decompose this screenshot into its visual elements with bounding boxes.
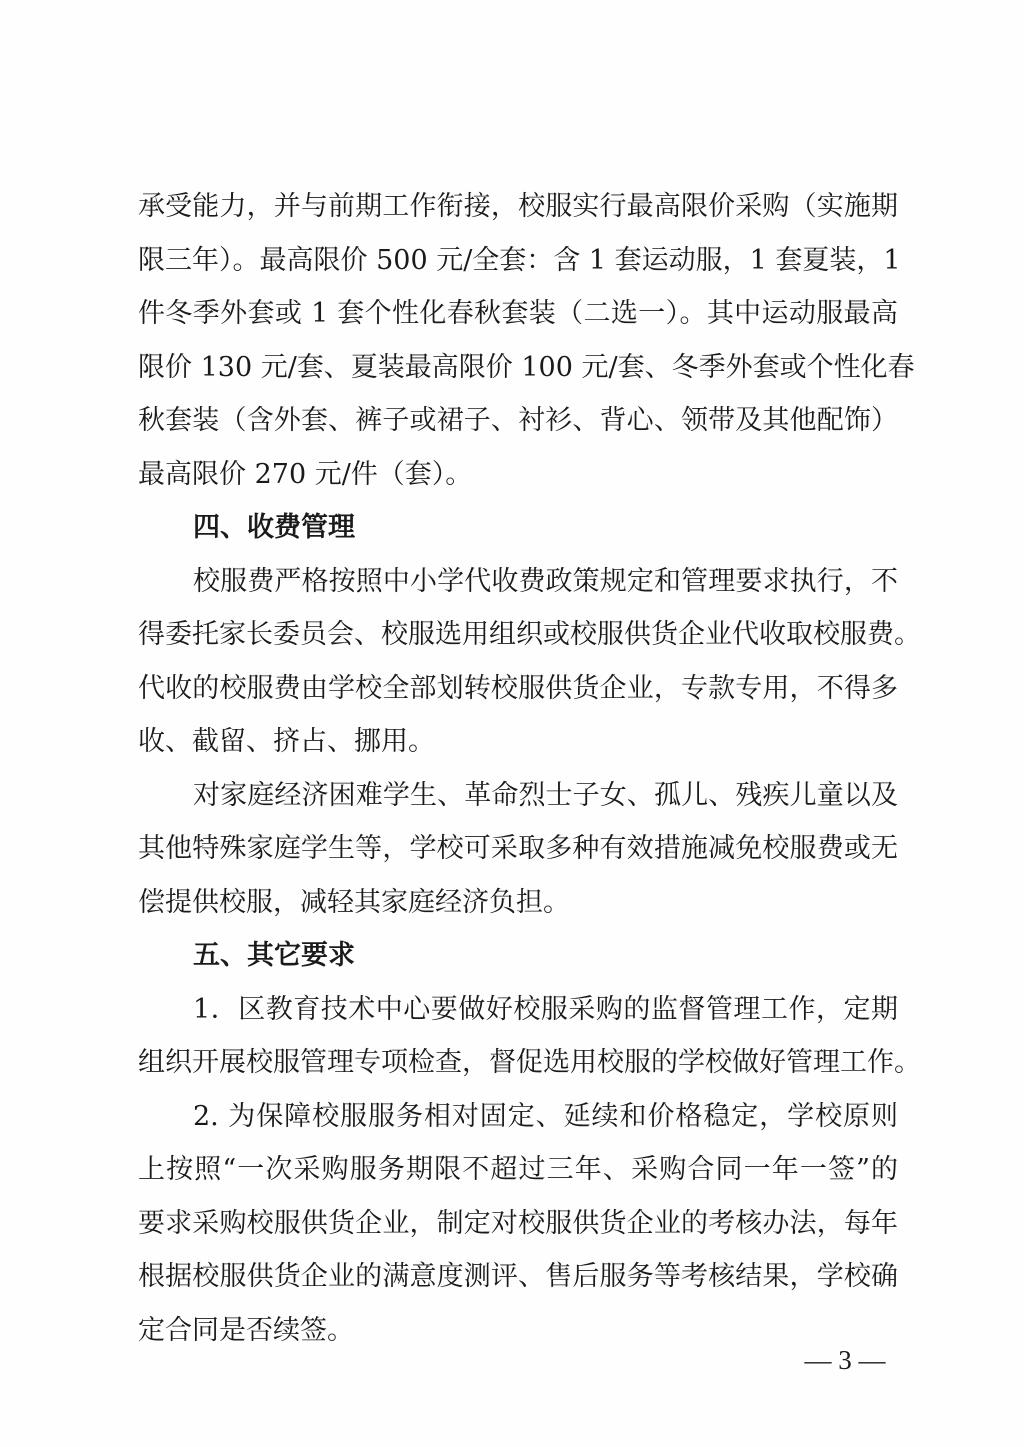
text-line: 秋套装（含外套、裤子或裙子、衬衫、背心、领带及其他配饰）: [138, 405, 898, 436]
document-body: [138, 180, 921, 1357]
text-line: 上按照“一次采购服务期限不超过三年、采购合同一年一签”的: [138, 1154, 898, 1185]
text-line: 根据校服供货企业的满意度测评、售后服务等考核结果，学校确: [138, 1261, 898, 1292]
text-line: 限价 130 元/套、夏装最高限价 100 元/套、冬季外套或个性化春: [138, 351, 915, 383]
body-paragraph: [138, 1090, 898, 1358]
text-line: 组织开展校服管理专项检查，督促选用校服的学校做好管理工作。: [138, 1047, 921, 1078]
text-line: 校服费严格按照中小学代收费政策规定和管理要求执行，不: [193, 565, 898, 597]
text-line: 要求采购校服供货企业，制定对校服供货企业的考核办法，每年: [138, 1207, 898, 1239]
text-line: 件冬季外套或 1 套个性化春秋套装（二选一）。其中运动服最高: [138, 298, 898, 329]
text-line: 1．区教育技术中心要做好校服采购的监督管理工作，定期: [193, 993, 898, 1025]
text-line: 偿提供校服，减轻其家庭经济负担。: [138, 886, 570, 918]
section-heading: [138, 929, 898, 983]
text-line: 收、截留、挤占、挪用。: [138, 726, 435, 757]
text-line: 2. 为保障校服服务相对固定、延续和价格稳定，学校原则: [193, 1100, 898, 1132]
page-number: — 3 —: [804, 1345, 886, 1375]
text-line: 最高限价 270 元/件（套）。: [138, 458, 473, 490]
body-paragraph: [138, 555, 921, 769]
text-line: 定合同是否续签。: [138, 1314, 354, 1346]
text-line: 承受能力，并与前期工作衔接，校服实行最高限价采购（实施期: [138, 191, 898, 222]
heading-text: 四、收费管理: [193, 512, 355, 543]
body-paragraph: [138, 769, 898, 930]
text-line: 代收的校服费由学校全部划转校服供货企业，专款专用，不得多: [138, 672, 898, 704]
text-line: 得委托家长委员会、校服选用组织或校服供货企业代收取校服费。: [138, 619, 921, 650]
text-line: 对家庭经济困难学生、革命烈士子女、孤儿、残疾儿童以及: [193, 779, 898, 811]
body-paragraph: [138, 983, 921, 1090]
body-paragraph: [138, 180, 915, 501]
heading-text: 五、其它要求: [193, 940, 355, 971]
section-heading: [138, 501, 898, 555]
text-line: 其他特殊家庭学生等，学校可采取多种有效措施减免校服费或无: [138, 833, 898, 864]
text-line: 限三年）。最高限价 500 元/全套：含 1 套运动服，1 套夏装，1: [138, 244, 901, 276]
